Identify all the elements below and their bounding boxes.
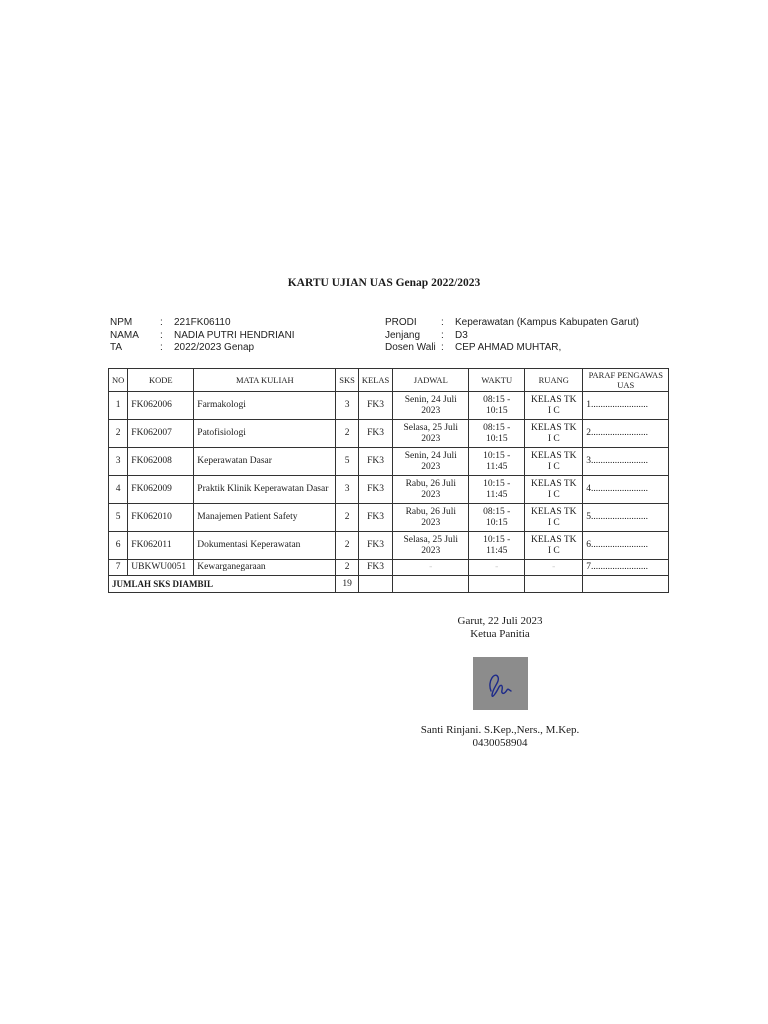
signer-role: Ketua Panitia [470, 628, 530, 640]
cell-paraf: 1........................ [583, 392, 669, 420]
cell-jadwal: - [393, 560, 469, 576]
total-row [109, 576, 669, 593]
cell-kelas: FK3 [358, 448, 392, 476]
signature-stamp [473, 657, 528, 710]
cell-kode: FK062007 [128, 420, 194, 448]
cell-sks: 2 [336, 560, 359, 576]
cell-jadwal: Selasa, 25 Juli 2023 [393, 420, 469, 448]
card-title: KARTU UJIAN UAS Genap 2022/2023 [287, 277, 481, 289]
prodi-value: Keperawatan (Kampus Kabupaten Garut) [455, 317, 639, 328]
cell-kelas: FK3 [358, 420, 392, 448]
cell-jadwal: Selasa, 25 Juli 2023 [393, 532, 469, 560]
cell-ruang: KELAS TK I C [525, 504, 583, 532]
table-row [109, 504, 669, 532]
cell-no: 2 [109, 420, 128, 448]
empty-cell [583, 576, 669, 593]
empty-cell [525, 576, 583, 593]
ta-value: 2022/2023 Genap [174, 342, 255, 353]
cell-ruang: KELAS TK I C [525, 476, 583, 504]
cell-waktu: 08:15 - 10:15 [469, 504, 525, 532]
table-header-row [109, 369, 669, 392]
jenjang-label: Jenjang [385, 329, 421, 341]
cell-sks: 2 [336, 420, 359, 448]
cell-jadwal: Senin, 24 Juli 2023 [393, 392, 469, 420]
cell-waktu: 10:15 - 11:45 [469, 448, 525, 476]
cell-mata-kuliah: Keperawatan Dasar [194, 448, 336, 476]
student-info-right [385, 317, 639, 355]
ta-label: TA [110, 342, 123, 353]
header-ruang: RUANG [525, 369, 583, 392]
separator: : [441, 329, 444, 341]
prodi-row [385, 317, 639, 330]
cell-no: 5 [109, 504, 128, 532]
signer-block [400, 724, 600, 750]
table-row [109, 560, 669, 576]
cell-ruang: KELAS TK I C [525, 392, 583, 420]
cell-kelas: FK3 [358, 504, 392, 532]
cell-sks: 3 [336, 392, 359, 420]
signer-name: Santi Rinjani. S.Kep.,Ners., M.Kep. [420, 724, 580, 736]
prodi-label: PRODI [385, 317, 417, 328]
nama-label: NAMA [110, 329, 139, 341]
cell-jadwal: Rabu, 26 Juli 2023 [393, 476, 469, 504]
cell-waktu: 08:15 - 10:15 [469, 420, 525, 448]
separator: : [160, 329, 163, 341]
jenjang-value: D3 [455, 329, 468, 341]
cell-no: 1 [109, 392, 128, 420]
cell-mata-kuliah: Manajemen Patient Safety [194, 504, 336, 532]
header-jadwal: JADWAL [393, 369, 469, 392]
cell-mata-kuliah: Praktik Klinik Keperawatan Dasar [194, 476, 336, 504]
cell-sks: 3 [336, 476, 359, 504]
empty-cell [393, 576, 469, 593]
cell-sks: 5 [336, 448, 359, 476]
signer-id: 0430058904 [472, 737, 528, 749]
ta-row [110, 342, 295, 355]
cell-jadwal: Senin, 24 Juli 2023 [393, 448, 469, 476]
cell-kode: FK062009 [128, 476, 194, 504]
cell-kode: UBKWU0051 [128, 560, 194, 576]
separator: : [160, 342, 163, 353]
cell-kode: FK062008 [128, 448, 194, 476]
total-label: JUMLAH SKS DIAMBIL [109, 576, 336, 593]
cell-mata-kuliah: Patofisiologi [194, 420, 336, 448]
cell-waktu: 10:15 - 11:45 [469, 532, 525, 560]
cell-no: 4 [109, 476, 128, 504]
place-date: Garut, 22 Juli 2023 [457, 615, 543, 627]
cell-no: 3 [109, 448, 128, 476]
npm-label: NPM [110, 317, 133, 328]
jenjang-row [385, 330, 639, 343]
header-paraf: PARAF PENGAWAS UAS [583, 369, 669, 392]
cell-paraf: 2........................ [583, 420, 669, 448]
dosen-row [385, 342, 639, 355]
cell-ruang: - [525, 560, 583, 576]
dosen-label: Dosen Wali [385, 342, 436, 353]
cell-kelas: FK3 [358, 476, 392, 504]
nama-value: NADIA PUTRI HENDRIANI [174, 329, 295, 341]
cell-sks: 2 [336, 504, 359, 532]
cell-kode: FK062011 [128, 532, 194, 560]
cell-sks: 2 [336, 532, 359, 560]
cell-mata-kuliah: Dokumentasi Keperawatan [194, 532, 336, 560]
header-waktu: WAKTU [469, 369, 525, 392]
table-row [109, 476, 669, 504]
cell-no: 6 [109, 532, 128, 560]
cell-paraf: 4........................ [583, 476, 669, 504]
cell-mata-kuliah: Kewarganegaraan [194, 560, 336, 576]
cell-waktu: 10:15 - 11:45 [469, 476, 525, 504]
nama-row [110, 330, 295, 343]
table-row [109, 420, 669, 448]
student-info-left [110, 317, 295, 355]
cell-kelas: FK3 [358, 560, 392, 576]
cell-paraf: 7........................ [583, 560, 669, 576]
handwritten-signature-icon [473, 657, 528, 710]
cell-kelas: FK3 [358, 532, 392, 560]
header-no: NO [109, 369, 128, 392]
cell-waktu: 08:15 - 10:15 [469, 392, 525, 420]
cell-kode: FK062006 [128, 392, 194, 420]
separator: : [441, 342, 444, 353]
header-sks: SKS [336, 369, 359, 392]
table-row [109, 532, 669, 560]
table-row [109, 448, 669, 476]
cell-jadwal: Rabu, 26 Juli 2023 [393, 504, 469, 532]
npm-row [110, 317, 295, 330]
separator: : [441, 317, 444, 328]
separator: : [160, 317, 163, 328]
cell-paraf: 3........................ [583, 448, 669, 476]
header-mata-kuliah: MATA KULIAH [194, 369, 336, 392]
header-kode: KODE [128, 369, 194, 392]
cell-ruang: KELAS TK I C [525, 420, 583, 448]
cell-paraf: 6........................ [583, 532, 669, 560]
cell-kelas: FK3 [358, 392, 392, 420]
cell-paraf: 5........................ [583, 504, 669, 532]
cell-waktu: - [469, 560, 525, 576]
cell-kode: FK062010 [128, 504, 194, 532]
npm-value: 221FK06110 [174, 317, 231, 328]
cell-ruang: KELAS TK I C [525, 532, 583, 560]
signature-header [400, 615, 600, 641]
cell-ruang: KELAS TK I C [525, 448, 583, 476]
cell-mata-kuliah: Farmakologi [194, 392, 336, 420]
dosen-value: CEP AHMAD MUHTAR, [455, 342, 562, 353]
cell-no: 7 [109, 560, 128, 576]
empty-cell [469, 576, 525, 593]
exam-schedule-table [108, 368, 669, 593]
empty-cell [358, 576, 392, 593]
table-row [109, 392, 669, 420]
total-sks: 19 [336, 576, 359, 593]
header-kelas: KELAS [358, 369, 392, 392]
